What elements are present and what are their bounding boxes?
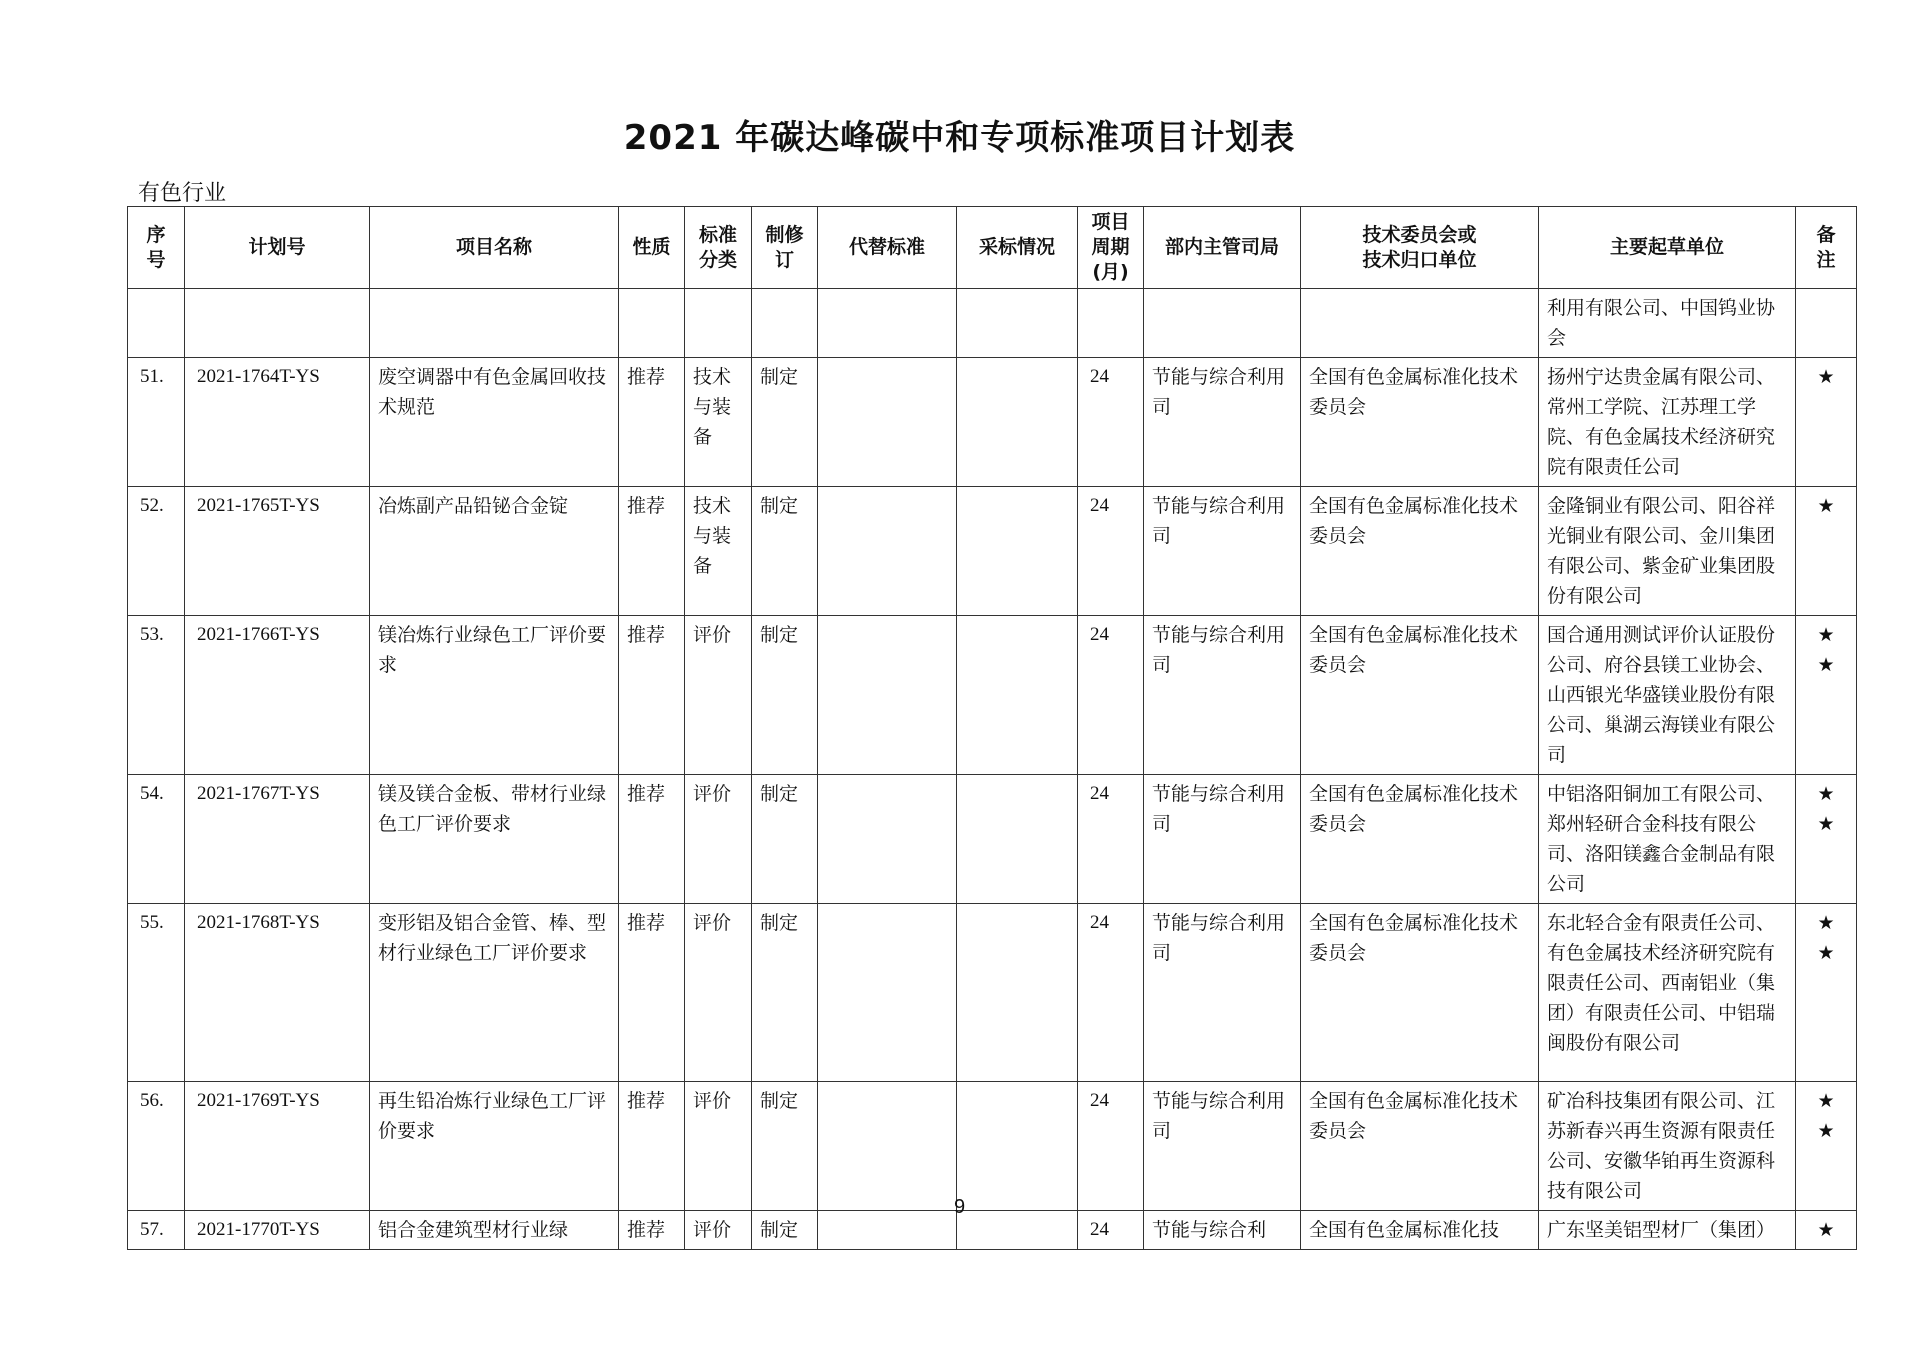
- industry-label: 有色行业: [138, 181, 227, 206]
- cell-name: 镁及镁合金板、带材行业绿色工厂评价要求: [370, 775, 619, 904]
- cell-seq: 55.: [128, 904, 185, 1082]
- cell-category: 评价: [685, 1211, 752, 1250]
- cell-replace: [818, 775, 957, 904]
- cell-drafter: 扬州宁达贵金属有限公司、常州工学院、江苏理工学院、有色金属技术经济研究院有限责任公司: [1539, 358, 1796, 487]
- plan-table: [127, 206, 1857, 1250]
- cell-note-star: ★ ★: [1796, 775, 1857, 904]
- cell-category: 评价: [685, 775, 752, 904]
- cell-name: 铝合金建筑型材行业绿: [370, 1211, 619, 1250]
- cell-drafter: 国合通用测试评价认证股份公司、府谷县镁工业协会、山西银光华盛镁业股份有限公司、巢湖云海镁业有限公司: [1539, 616, 1796, 775]
- cell-period: 24: [1078, 1211, 1144, 1250]
- cell-nature: 推荐: [619, 358, 685, 487]
- cell-note-star: ★: [1796, 487, 1857, 616]
- cell-category: 评价: [685, 904, 752, 1082]
- cell-name: 冶炼副产品铅铋合金锭: [370, 487, 619, 616]
- header-replace: 代替标准: [818, 207, 957, 289]
- cell-dept: 节能与综合利用司: [1144, 487, 1301, 616]
- cell-plan-no: 2021-1767T-YS: [185, 775, 370, 904]
- cell-category: 评价: [685, 1082, 752, 1211]
- cell-revise: 制定: [752, 616, 818, 775]
- cell-seq: 56.: [128, 1082, 185, 1211]
- cell-nature: 推荐: [619, 487, 685, 616]
- cell-plan-no: 2021-1764T-YS: [185, 358, 370, 487]
- cell-committee: 全国有色金属标准化技术委员会: [1301, 775, 1539, 904]
- cell-committee: 全国有色金属标准化技术委员会: [1301, 1082, 1539, 1211]
- header-drafter: 主要起草单位: [1539, 207, 1796, 289]
- table-row: [128, 616, 1857, 775]
- cell-drafter: 中铝洛阳铜加工有限公司、郑州轻研合金科技有限公司、洛阳镁鑫合金制品有限公司: [1539, 775, 1796, 904]
- header-note: 备 注: [1796, 207, 1857, 289]
- cell-committee: 全国有色金属标准化技术委员会: [1301, 904, 1539, 1082]
- cell-period: 24: [1078, 904, 1144, 1082]
- header-revise: 制修 订: [752, 207, 818, 289]
- cell-committee: 全国有色金属标准化技术委员会: [1301, 358, 1539, 487]
- cell-replace: [818, 616, 957, 775]
- cell-adopt: [957, 487, 1078, 616]
- cell-committee: 全国有色金属标准化技: [1301, 1211, 1539, 1250]
- cell-seq: 57.: [128, 1211, 185, 1250]
- cell-adopt: [957, 358, 1078, 487]
- cell-note-star: ★: [1796, 358, 1857, 487]
- cell-revise: 制定: [752, 358, 818, 487]
- cell-name: 再生铅冶炼行业绿色工厂评价要求: [370, 1082, 619, 1211]
- header-name: 项目名称: [370, 207, 619, 289]
- cell-drafter: 利用有限公司、中国钨业协会: [1539, 289, 1796, 358]
- header-seq: 序 号: [128, 207, 185, 289]
- cell-name: 镁冶炼行业绿色工厂评价要求: [370, 616, 619, 775]
- cell-adopt: [957, 904, 1078, 1082]
- cell-category: 技术与装备: [685, 487, 752, 616]
- cell-committee: 全国有色金属标准化技术委员会: [1301, 616, 1539, 775]
- cell-period: 24: [1078, 358, 1144, 487]
- cell-plan-no: 2021-1765T-YS: [185, 487, 370, 616]
- cell-category: 评价: [685, 616, 752, 775]
- table-row-continuation: [128, 289, 1857, 358]
- header-adopt: 采标情况: [957, 207, 1078, 289]
- cell-adopt: [957, 616, 1078, 775]
- header-committee: 技术委员会或 技术归口单位: [1301, 207, 1539, 289]
- cell-revise: 制定: [752, 775, 818, 904]
- cell-revise: 制定: [752, 1211, 818, 1250]
- cell-period: 24: [1078, 775, 1144, 904]
- cell-nature: 推荐: [619, 1082, 685, 1211]
- table-row: [128, 904, 1857, 1082]
- cell-seq: 52.: [128, 487, 185, 616]
- cell-replace: [818, 1082, 957, 1211]
- page-title: 2021 年碳达峰碳中和专项标准项目计划表: [623, 118, 1296, 158]
- cell-drafter: 东北轻合金有限责任公司、有色金属技术经济研究院有限责任公司、西南铝业（集团）有限责任公司、中铝瑞闽股份有限公司: [1539, 904, 1796, 1082]
- cell-adopt: [957, 775, 1078, 904]
- cell-nature: 推荐: [619, 616, 685, 775]
- cell-name: 变形铝及铝合金管、棒、型材行业绿色工厂评价要求: [370, 904, 619, 1082]
- cell-dept: 节能与综合利用司: [1144, 1082, 1301, 1211]
- cell-name: 废空调器中有色金属回收技术规范: [370, 358, 619, 487]
- cell-dept: 节能与综合利用司: [1144, 775, 1301, 904]
- cell-adopt: [957, 1082, 1078, 1211]
- header-plan-no: 计划号: [185, 207, 370, 289]
- table-row: [128, 487, 1857, 616]
- table-header-row: [128, 207, 1857, 289]
- header-category: 标准 分类: [685, 207, 752, 289]
- cell-seq: 51.: [128, 358, 185, 487]
- cell-plan-no: 2021-1770T-YS: [185, 1211, 370, 1250]
- header-nature: 性质: [619, 207, 685, 289]
- cell-dept: 节能与综合利: [1144, 1211, 1301, 1250]
- cell-dept: 节能与综合利用司: [1144, 358, 1301, 487]
- cell-plan-no: 2021-1768T-YS: [185, 904, 370, 1082]
- table-row: [128, 358, 1857, 487]
- cell-period: 24: [1078, 1082, 1144, 1211]
- table-row: [128, 1082, 1857, 1211]
- cell-revise: 制定: [752, 904, 818, 1082]
- cell-committee: 全国有色金属标准化技术委员会: [1301, 487, 1539, 616]
- cell-seq: 53.: [128, 616, 185, 775]
- cell-replace: [818, 904, 957, 1082]
- cell-seq: 54.: [128, 775, 185, 904]
- cell-drafter: 广东坚美铝型材厂（集团）: [1539, 1211, 1796, 1250]
- cell-note-star: ★ ★: [1796, 904, 1857, 1082]
- cell-drafter: 矿冶科技集团有限公司、江苏新春兴再生资源有限责任公司、安徽华铂再生资源科技有限公司: [1539, 1082, 1796, 1211]
- cell-revise: 制定: [752, 1082, 818, 1211]
- cell-category: 技术与装备: [685, 358, 752, 487]
- header-period: 项目 周期 (月): [1078, 207, 1144, 289]
- page-number: 9: [953, 1196, 966, 1218]
- cell-nature: 推荐: [619, 775, 685, 904]
- cell-period: 24: [1078, 616, 1144, 775]
- cell-note-star: ★ ★: [1796, 616, 1857, 775]
- cell-drafter: 金隆铜业有限公司、阳谷祥光铜业有限公司、金川集团有限公司、紫金矿业集团股份有限公司: [1539, 487, 1796, 616]
- cell-dept: 节能与综合利用司: [1144, 904, 1301, 1082]
- cell-revise: 制定: [752, 487, 818, 616]
- cell-period: 24: [1078, 487, 1144, 616]
- cell-replace: [818, 358, 957, 487]
- cell-note-star: ★: [1796, 1211, 1857, 1250]
- cell-plan-no: 2021-1766T-YS: [185, 616, 370, 775]
- cell-nature: 推荐: [619, 1211, 685, 1250]
- cell-replace: [818, 487, 957, 616]
- cell-note-star: ★ ★: [1796, 1082, 1857, 1211]
- header-dept: 部内主管司局: [1144, 207, 1301, 289]
- cell-nature: 推荐: [619, 904, 685, 1082]
- cell-dept: 节能与综合利用司: [1144, 616, 1301, 775]
- table-row: [128, 775, 1857, 904]
- cell-plan-no: 2021-1769T-YS: [185, 1082, 370, 1211]
